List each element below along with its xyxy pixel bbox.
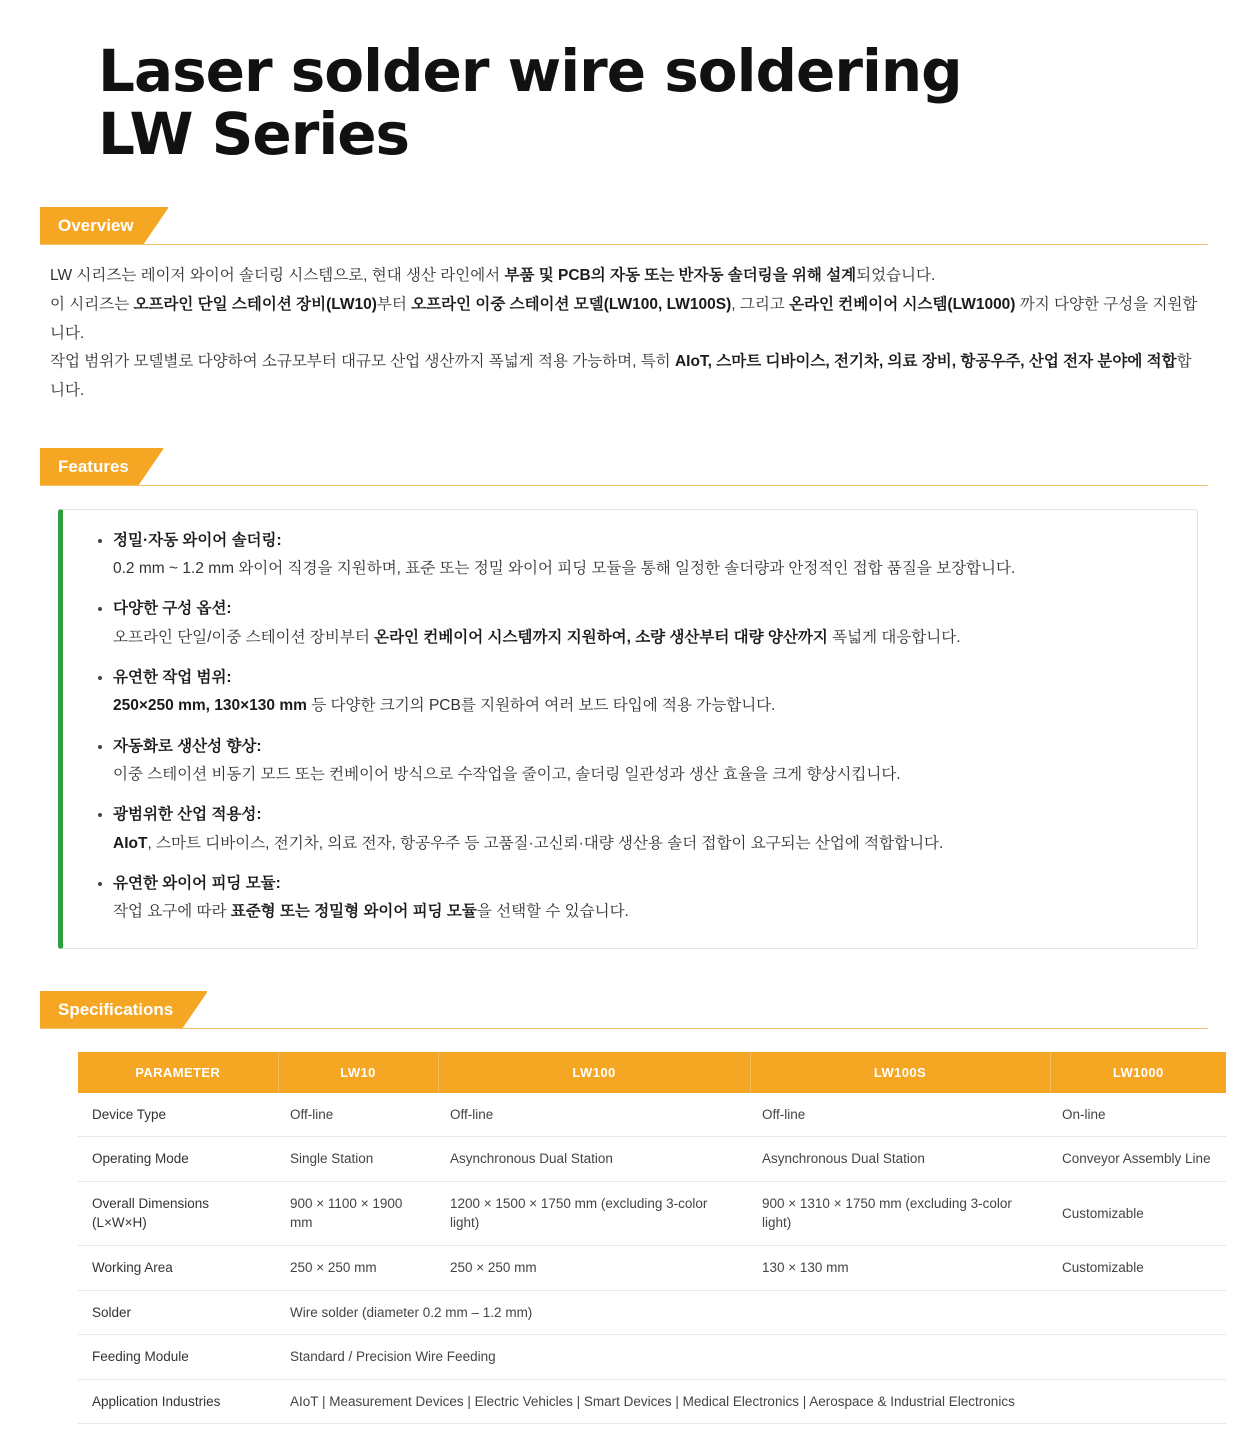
list-item	[113, 802, 1173, 857]
feature-description	[113, 899, 1173, 925]
list-item	[113, 596, 1173, 651]
row-cell: Conveyor Assembly Line	[1050, 1137, 1226, 1182]
row-parameter: Application Industries	[78, 1379, 278, 1424]
column-header-parameter: PARAMETER	[78, 1052, 278, 1093]
overview-p3-c: 합니다.	[50, 353, 1192, 399]
table-row	[78, 1290, 1226, 1335]
row-cell: 900 × 1310 × 1750 mm (excluding 3-color light)	[750, 1181, 1050, 1245]
overview-ribbon	[40, 207, 1208, 245]
row-cell: Asynchronous Dual Station	[438, 1137, 750, 1182]
specifications-section	[40, 991, 1211, 1425]
feature-description	[113, 762, 1173, 788]
row-cell: 250 × 250 mm	[438, 1245, 750, 1290]
feature-desc-c: 폭넓게 대응합니다.	[827, 628, 961, 646]
row-cell: AIoT | Measurement Devices | Electric Vehicles | Smart Devices | Medical Electronics | Aerospace & Industrial Electronics	[278, 1379, 1226, 1424]
table-header-row	[78, 1052, 1226, 1093]
feature-desc-b: 표준형 또는 정밀형 와이어 피딩 모듈	[230, 903, 477, 921]
column-header-lw100: LW100	[438, 1052, 750, 1093]
feature-title: 정밀·자동 와이어 솔더링:	[113, 531, 282, 549]
overview-text	[50, 262, 1198, 405]
row-cell: Off-line	[278, 1093, 438, 1137]
features-ribbon-label: Features	[40, 448, 163, 486]
row-cell: 900 × 1100 × 1900 mm	[278, 1181, 438, 1245]
feature-description	[113, 625, 1173, 651]
specifications-divider	[40, 1028, 1208, 1029]
overview-paragraph-1	[50, 262, 1198, 291]
overview-ribbon-label: Overview	[40, 207, 168, 245]
overview-p1-b: 부품 및 PCB의 자동 또는 반자동 솔더링을 위해 설계	[504, 267, 857, 285]
row-cell: Off-line	[438, 1093, 750, 1137]
overview-p2-b: 오프라인 단일 스테이션 장비(LW10)	[133, 295, 377, 313]
overview-p2-g: 까지 다양한 구성을 지원합니다.	[50, 295, 1198, 342]
list-item	[113, 528, 1173, 583]
column-header-lw10: LW10	[278, 1052, 438, 1093]
feature-desc-b: AIoT	[113, 834, 148, 852]
feature-desc-a: 이중 스테이션 비동기 모드 또는 컨베이어 방식으로 수작업을 줄이고, 솔더링 일관성과 생산 효율을 크게 향상시킵니다.	[113, 766, 901, 784]
page-title-line1: Laser solder wire soldering	[98, 37, 962, 105]
feature-description	[113, 693, 1173, 719]
row-cell: Wire solder (diameter 0.2 mm – 1.2 mm)	[278, 1290, 1226, 1335]
list-item	[113, 734, 1173, 789]
features-section	[40, 448, 1208, 949]
list-item	[113, 871, 1173, 926]
table-row	[78, 1093, 1226, 1137]
column-header-lw100s: LW100S	[750, 1052, 1050, 1093]
feature-title: 광범위한 산업 적용성:	[113, 806, 262, 824]
row-parameter: Operating Mode	[78, 1137, 278, 1182]
overview-p3-a: 작업 범위가 모델별로 다양하여 소규모부터 대규모 산업 생산까지 폭넓게 적용 가능하며, 특히	[50, 353, 675, 371]
row-cell: On-line	[1050, 1093, 1226, 1137]
feature-desc-b: 온라인 컨베이어 시스템까지 지원하여, 소량 생산부터 대량 양산까지	[374, 628, 828, 646]
row-cell: Standard / Precision Wire Feeding	[278, 1335, 1226, 1380]
overview-paragraph-3	[50, 348, 1198, 405]
features-list	[87, 528, 1173, 926]
overview-p1-a: LW 시리즈는 레이저 와이어 솔더링 시스템으로, 현대 생산 라인에서	[50, 267, 505, 285]
column-header-lw1000: LW1000	[1050, 1052, 1226, 1093]
overview-paragraph-2	[50, 291, 1198, 348]
feature-desc-c: 을 선택할 수 있습니다.	[476, 903, 629, 921]
row-parameter: Feeding Module	[78, 1335, 278, 1380]
row-parameter: Device Type	[78, 1093, 278, 1137]
overview-p2-e: , 그리고	[731, 295, 790, 313]
overview-section	[40, 207, 1208, 405]
row-cell: Single Station	[278, 1137, 438, 1182]
feature-desc-c: , 스마트 디바이스, 전기차, 의료 전자, 항공우주 등 고품질·고신뢰·대량 생산용 솔더 접합이 요구되는 산업에 적합합니다.	[147, 834, 944, 852]
overview-p1-c: 되었습니다.	[856, 267, 936, 285]
features-divider	[40, 485, 1208, 486]
overview-p2-f: 온라인 컨베이어 시스템(LW1000)	[789, 295, 1016, 313]
overview-p2-d: 오프라인 이중 스테이션 모델(LW100, LW100S)	[411, 295, 732, 313]
feature-desc-b: 250×250 mm, 130×130 mm	[113, 697, 307, 715]
row-cell: Off-line	[750, 1093, 1050, 1137]
row-cell: 250 × 250 mm	[278, 1245, 438, 1290]
overview-p2-a: 이 시리즈는	[50, 295, 134, 313]
specifications-ribbon	[40, 991, 1208, 1029]
feature-desc-a: 작업 요구에 따라	[113, 903, 231, 921]
overview-p2-c: 부터	[376, 295, 412, 313]
overview-p3-b: AIoT, 스마트 디바이스, 전기차, 의료 장비, 항공우주, 산업 전자 분야에 적합	[674, 353, 1177, 371]
feature-title: 유연한 작업 범위:	[113, 668, 232, 686]
row-cell: Customizable	[1050, 1181, 1226, 1245]
feature-desc-a: 오프라인 단일/이중 스테이션 장비부터	[113, 628, 375, 646]
row-cell: 1200 × 1500 × 1750 mm (excluding 3-color light)	[438, 1181, 750, 1245]
features-box	[58, 509, 1198, 949]
table-row	[78, 1379, 1226, 1424]
feature-title: 자동화로 생산성 향상:	[113, 737, 262, 755]
features-ribbon	[40, 448, 1208, 486]
feature-title: 다양한 구성 옵션:	[113, 600, 232, 618]
feature-description	[113, 556, 1173, 582]
row-parameter: Working Area	[78, 1245, 278, 1290]
row-cell: Customizable	[1050, 1245, 1226, 1290]
table-row	[78, 1245, 1226, 1290]
specifications-table-wrap	[78, 1052, 1211, 1425]
row-cell: 130 × 130 mm	[750, 1245, 1050, 1290]
table-row	[78, 1335, 1226, 1380]
row-cell: Asynchronous Dual Station	[750, 1137, 1050, 1182]
feature-description	[113, 831, 1173, 857]
table-row	[78, 1181, 1226, 1245]
specifications-ribbon-label: Specifications	[40, 991, 207, 1029]
page-title-line2: LW Series	[98, 99, 410, 168]
feature-desc-a: 0.2 mm ~ 1.2 mm 와이어 직경을 지원하며, 표준 또는 정밀 와이어 피딩 모듈을 통해 일정한 솔더량과 안정적인 접합 품질을 보장합니다.	[113, 559, 1016, 577]
overview-divider	[40, 244, 1208, 245]
feature-title: 유연한 와이어 피딩 모듈:	[113, 875, 281, 893]
list-item	[113, 665, 1173, 720]
feature-desc-c: 등 다양한 크기의 PCB를 지원하여 여러 보드 타입에 적용 가능합니다.	[306, 697, 776, 715]
row-parameter: Solder	[78, 1290, 278, 1335]
page-title	[98, 37, 1208, 168]
table-row	[78, 1137, 1226, 1182]
row-parameter: Overall Dimensions (L×W×H)	[78, 1181, 278, 1245]
specifications-table	[78, 1052, 1226, 1425]
